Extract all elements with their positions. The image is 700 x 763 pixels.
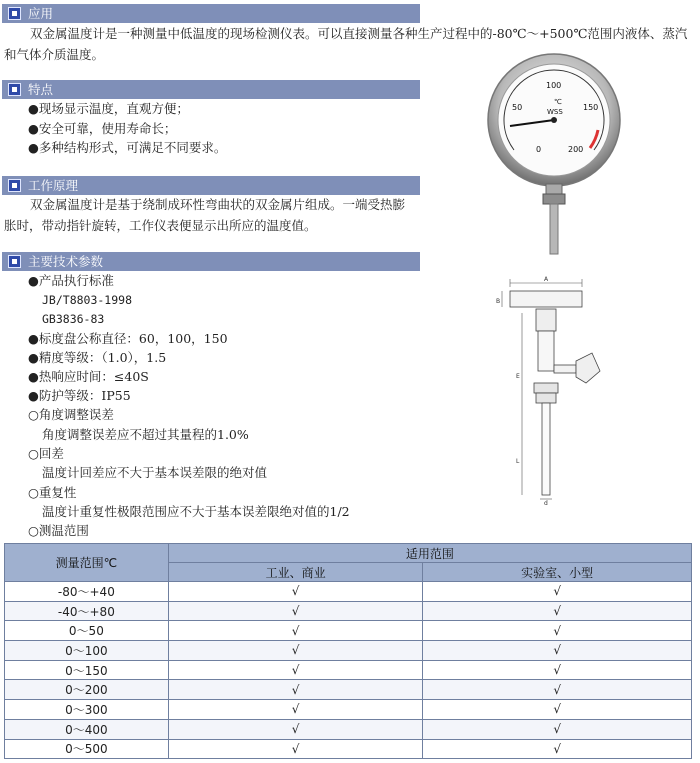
table-cell: √	[168, 719, 423, 739]
table-row	[5, 641, 692, 661]
spec-line: 角度调整误差应不超过其量程的1.0%	[42, 427, 249, 442]
table-row	[5, 700, 692, 720]
table-cell: √	[168, 660, 423, 680]
table-cell: 0～200	[5, 680, 169, 700]
table-cell: √	[423, 660, 692, 680]
spec-line: ○回差	[28, 446, 64, 461]
dim-label: B	[496, 298, 501, 305]
table-header-range: 测量范围℃	[5, 544, 169, 582]
dial-number: 200	[568, 145, 584, 154]
table-cell: -80～+40	[5, 582, 169, 602]
section-header-features	[2, 80, 420, 99]
table-cell: √	[423, 621, 692, 641]
section-title: 主要技术参数	[28, 254, 104, 269]
section-icon	[8, 83, 21, 96]
dim-label: A	[544, 276, 549, 283]
dim-label: L	[516, 458, 520, 465]
spec-line: ●产品执行标准	[28, 273, 114, 288]
feature-item: ●安全可靠，使用寿命长；	[28, 121, 177, 136]
table-row	[5, 660, 692, 680]
table-cell: √	[168, 641, 423, 661]
spec-line: ●防护等级：IP55	[28, 388, 131, 403]
section-title: 特点	[28, 82, 54, 97]
table-cell: -40～+80	[5, 601, 169, 621]
table-row	[5, 680, 692, 700]
table-cell: √	[423, 739, 692, 759]
spec-line: 温度计回差应不大于基本误差限的绝对值	[42, 465, 268, 480]
section-header-principle	[2, 176, 420, 195]
table-cell: 0～50	[5, 621, 169, 641]
table-cell: 0～500	[5, 739, 169, 759]
principle-text: 双金属温度计是基于绕制成环性弯曲状的双金属片组成。一端受热膨胀时，带动指针旋转，工作仪表便显示出所应的温度值。	[4, 197, 406, 233]
table-row	[5, 739, 692, 759]
section-title: 工作原理	[28, 178, 79, 193]
dial-number: 50	[512, 103, 523, 112]
feature-item: ●多种结构形式，可满足不同要求。	[28, 140, 227, 155]
spec-line: ○角度调整误差	[28, 407, 114, 422]
table-cell: 0～400	[5, 719, 169, 739]
table-cell: 0～100	[5, 641, 169, 661]
table-cell: 0～300	[5, 700, 169, 720]
table-subheader-laboratory: 实验室、小型	[423, 563, 692, 582]
dial-number: 0	[536, 145, 542, 154]
table-subheader-industrial: 工业、商业	[168, 563, 423, 582]
spec-line: ○重复性	[28, 485, 77, 500]
table-cell: √	[423, 601, 692, 621]
table-cell: √	[168, 582, 423, 602]
spec-line: JB/T8803-1998	[42, 293, 133, 307]
spec-line: ●精度等级：（1.0），1.5	[28, 350, 167, 365]
dimension-diagram	[492, 273, 602, 505]
spec-line: ●标度盘公称直径：60，100，150	[28, 331, 228, 346]
table-cell: √	[423, 719, 692, 739]
spec-line: ○测温范围	[28, 523, 89, 538]
measurement-range-table	[4, 543, 692, 759]
dial-number: 100	[546, 81, 562, 90]
spec-line: GB3836-83	[42, 312, 105, 326]
section-header-application	[2, 4, 420, 23]
dim-label: E	[516, 373, 520, 380]
section-icon	[8, 179, 21, 192]
spec-line: 温度计重复性极限范围应不大于基本误差限绝对值的1/2	[42, 504, 350, 519]
application-text: 双金属温度计是一种测量中低温度的现场检测仪表。可以直接测量各种生产过程中的-80℃～+500℃范围内液体、蒸汽和气体介质温度。	[4, 26, 688, 62]
table-row	[5, 601, 692, 621]
table-header-application: 适用范围	[168, 544, 691, 563]
feature-item: ●现场显示温度，直观方便；	[28, 101, 189, 116]
section-icon	[8, 7, 21, 20]
thermometer-gauge-image	[470, 52, 640, 257]
table-cell: √	[168, 700, 423, 720]
section-title: 应用	[28, 6, 54, 21]
dial-unit: ℃	[554, 98, 562, 106]
table-cell: √	[423, 680, 692, 700]
section-header-specs	[2, 252, 420, 271]
dial-number: 150	[583, 103, 599, 112]
table-cell: 0～150	[5, 660, 169, 680]
section-icon	[8, 255, 21, 268]
table-cell: √	[168, 621, 423, 641]
table-row	[5, 621, 692, 641]
dial-brand: WSS	[547, 108, 563, 116]
table-cell: √	[168, 601, 423, 621]
table-cell: √	[168, 680, 423, 700]
table-cell: √	[168, 739, 423, 759]
spec-line: ●热响应时间：≤40S	[28, 369, 149, 384]
table-row	[5, 719, 692, 739]
table-cell: √	[423, 582, 692, 602]
dim-label: d	[544, 500, 548, 505]
table-cell: √	[423, 700, 692, 720]
table-cell: √	[423, 641, 692, 661]
table-row	[5, 582, 692, 602]
